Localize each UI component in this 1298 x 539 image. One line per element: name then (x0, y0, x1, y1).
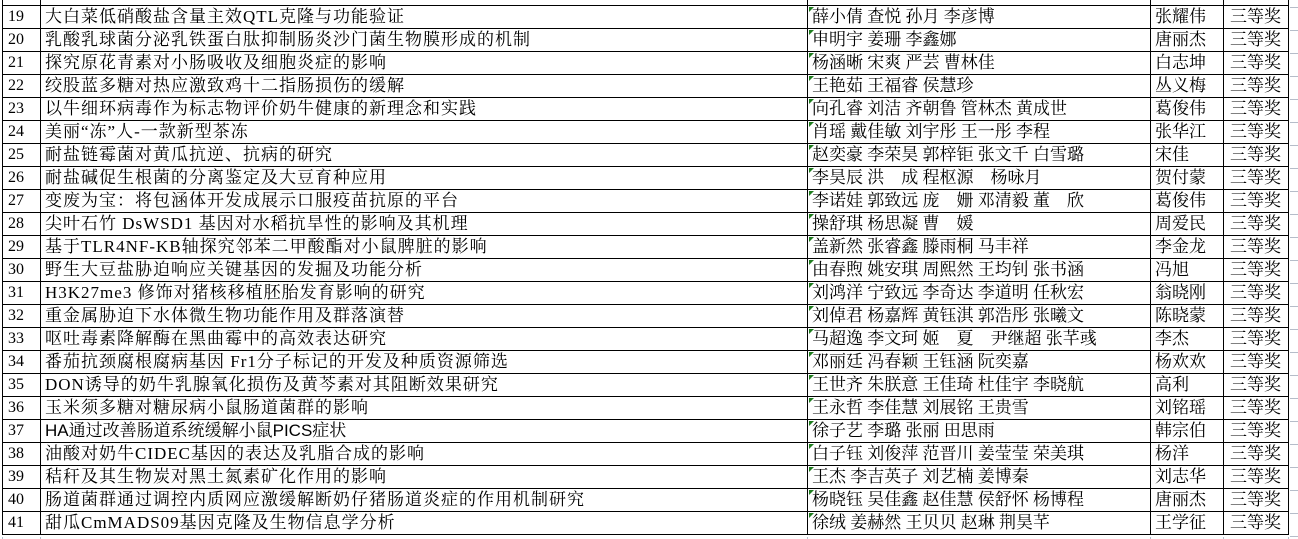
advisor-cell[interactable] (1151, 512, 1224, 535)
table-body (3, 0, 1289, 535)
project-title: 以牛细环病毒作为标志物评价奶牛健康的新理念和实践 (45, 99, 477, 118)
members-cell[interactable] (808, 236, 1151, 259)
project-title: 玉米须多糖对糖尿病小鼠肠道菌群的影响 (45, 398, 369, 417)
advisor-cell[interactable] (1151, 213, 1224, 236)
project-title-cell[interactable] (41, 328, 808, 351)
member-names: 王艳茹 王福睿 侯慧珍 (812, 76, 974, 95)
members-cell[interactable] (808, 443, 1151, 466)
row-number: 36 (8, 399, 24, 416)
advisor-name: 葛俊伟 (1155, 99, 1206, 118)
row-number-cell[interactable] (3, 282, 41, 305)
table-row (3, 98, 1289, 121)
cell-error-flag-icon (809, 237, 814, 242)
advisor-name: 唐丽杰 (1155, 30, 1206, 49)
project-title: 探究原花青素对小肠吸收及细胞炎症的影响 (45, 53, 387, 72)
project-title-cell[interactable] (41, 259, 808, 282)
project-title: H3K27me3 修饰对猪核移植胚胎发育影响的研究 (45, 283, 426, 302)
award-label: 三等奖 (1230, 260, 1281, 279)
row-number: 30 (8, 261, 24, 278)
member-names: 薛小倩 查悦 孙月 李彦博 (812, 7, 995, 26)
advisor-name: 陈晓蒙 (1155, 306, 1206, 325)
award-cell[interactable] (1224, 282, 1289, 305)
project-title-cell[interactable] (41, 443, 808, 466)
row-number-cell[interactable] (3, 420, 41, 443)
table-row (3, 351, 1289, 374)
cell-error-flag-icon (809, 99, 814, 104)
project-title-cell[interactable] (41, 512, 808, 535)
cell-error-flag-icon (809, 283, 814, 288)
advisor-cell[interactable] (1151, 489, 1224, 512)
table-row (3, 121, 1289, 144)
member-names: 赵奕豪 李荣昊 郭梓钜 张文千 白雪璐 (812, 145, 1084, 164)
member-names: 王永哲 李佳慧 刘展铭 王贵雪 (812, 398, 1029, 417)
project-title-cell[interactable] (41, 98, 808, 121)
member-names: 向孔睿 刘洁 齐朝鲁 管林杰 黄成世 (812, 99, 1067, 118)
award-cell[interactable] (1224, 420, 1289, 443)
award-label: 三等奖 (1230, 513, 1281, 532)
member-names: 王世齐 朱朕意 王佳琦 杜佳宇 李晓航 (812, 375, 1084, 394)
table-row (3, 443, 1289, 466)
row-number-cell[interactable] (3, 374, 41, 397)
row-number-cell[interactable] (3, 259, 41, 282)
award-cell[interactable] (1224, 6, 1289, 29)
table-row (3, 259, 1289, 282)
award-cell[interactable] (1224, 29, 1289, 52)
award-label: 三等奖 (1230, 421, 1281, 440)
member-names: 李诺娃 郭致远 庞 姗 邓清毅 董 欣 (812, 191, 1084, 210)
project-title-cell[interactable] (41, 236, 808, 259)
members-cell[interactable] (808, 98, 1151, 121)
award-cell[interactable] (1224, 466, 1289, 489)
advisor-name: 李杰 (1155, 329, 1189, 348)
members-cell[interactable] (808, 29, 1151, 52)
row-number: 40 (8, 491, 24, 508)
members-cell[interactable] (808, 374, 1151, 397)
members-cell[interactable] (808, 52, 1151, 75)
cell-error-flag-icon (809, 168, 814, 173)
advisor-cell[interactable] (1151, 420, 1224, 443)
cell-error-flag-icon (809, 398, 814, 403)
advisor-name: 王学征 (1155, 513, 1206, 532)
advisor-name: 韩宗伯 (1155, 421, 1206, 440)
award-label: 三等奖 (1230, 145, 1281, 164)
row-number: 35 (8, 376, 24, 393)
award-label: 三等奖 (1230, 352, 1281, 371)
row-number-cell[interactable] (3, 6, 41, 29)
project-title: 野生大豆盐胁迫响应关键基因的发掘及功能分析 (45, 260, 423, 279)
cell-error-flag-icon (809, 467, 814, 472)
award-label: 三等奖 (1230, 306, 1281, 325)
members-cell[interactable] (808, 121, 1151, 144)
award-label: 三等奖 (1230, 214, 1281, 233)
project-title-cell[interactable] (41, 29, 808, 52)
project-title-cell[interactable] (41, 305, 808, 328)
project-title-cell[interactable] (41, 190, 808, 213)
awards-table (2, 0, 1289, 535)
project-title: 肠道菌群通过调控内质网应激缓解断奶仔猪肠道炎症的作用机制研究 (45, 490, 585, 509)
table-row (3, 374, 1289, 397)
award-cell[interactable] (1224, 328, 1289, 351)
award-label: 三等奖 (1230, 467, 1281, 486)
award-cell[interactable] (1224, 489, 1289, 512)
award-cell[interactable] (1224, 305, 1289, 328)
row-number: 37 (8, 422, 24, 439)
members-cell[interactable] (808, 6, 1151, 29)
members-cell[interactable] (808, 144, 1151, 167)
project-title: 耐盐碱促生根菌的分离鉴定及大豆育种应用 (45, 168, 387, 187)
cell-error-flag-icon (809, 30, 814, 35)
award-cell[interactable] (1224, 98, 1289, 121)
member-names: 刘倬君 杨嘉辉 黄钰淇 郭浩彤 张曦文 (812, 306, 1084, 325)
member-names: 马超逸 李文珂 姬 夏 尹继超 张芊彧 (812, 329, 1097, 348)
project-title-cell[interactable] (41, 351, 808, 374)
advisor-cell[interactable] (1151, 29, 1224, 52)
members-cell[interactable] (808, 259, 1151, 282)
award-cell[interactable] (1224, 52, 1289, 75)
members-cell[interactable] (808, 489, 1151, 512)
award-cell[interactable] (1224, 121, 1289, 144)
project-title: 绞股蓝多糖对热应激致鸡十二指肠损伤的缓解 (45, 76, 405, 95)
row-number: 27 (8, 192, 24, 209)
award-label: 三等奖 (1230, 191, 1281, 210)
project-title-cell[interactable] (41, 52, 808, 75)
cell-error-flag-icon (809, 145, 814, 150)
member-names: 杨涵晰 宋爽 严芸 曹林佳 (812, 53, 995, 72)
cell-error-flag-icon (809, 490, 814, 495)
cell-error-flag-icon (809, 76, 814, 81)
row-number: 24 (8, 123, 24, 140)
project-title: HA通过改善肠道系统缓解小鼠PICS症状 (45, 421, 347, 440)
members-cell[interactable] (808, 282, 1151, 305)
advisor-cell[interactable] (1151, 328, 1224, 351)
award-label: 三等奖 (1230, 283, 1281, 302)
member-names: 申明宇 姜珊 李鑫娜 (812, 30, 957, 49)
project-title-cell[interactable] (41, 282, 808, 305)
table-row (3, 6, 1289, 29)
row-number-cell[interactable] (3, 29, 41, 52)
project-title: 重金属胁迫下水体微生物功能作用及群落演替 (45, 306, 405, 325)
award-cell[interactable] (1224, 443, 1289, 466)
row-number: 32 (8, 307, 24, 324)
award-cell[interactable] (1224, 213, 1289, 236)
members-cell[interactable] (808, 420, 1151, 443)
table-row (3, 397, 1289, 420)
project-title-cell[interactable] (41, 489, 808, 512)
project-title: 番茄抗颈腐根腐病基因 Fr1分子标记的开发及种质资源筛选 (45, 352, 509, 371)
advisor-cell[interactable] (1151, 282, 1224, 305)
members-cell[interactable] (808, 213, 1151, 236)
members-cell[interactable] (808, 190, 1151, 213)
row-number-cell[interactable] (3, 167, 41, 190)
row-number: 38 (8, 445, 24, 462)
table-row (3, 305, 1289, 328)
award-label: 三等奖 (1230, 53, 1281, 72)
advisor-cell[interactable] (1151, 443, 1224, 466)
project-title: 秸秆及其生物炭对黑土氮素矿化作用的影响 (45, 467, 387, 486)
advisor-cell[interactable] (1151, 466, 1224, 489)
project-title-cell[interactable] (41, 213, 808, 236)
advisor-cell[interactable] (1151, 259, 1224, 282)
row-number: 20 (8, 31, 24, 48)
member-names: 盖新然 张睿鑫 滕雨桐 马丰祥 (812, 237, 1029, 256)
member-names: 杨晓钰 吴佳鑫 赵佳慧 侯舒怀 杨博程 (812, 490, 1084, 509)
award-cell[interactable] (1224, 374, 1289, 397)
advisor-cell[interactable] (1151, 397, 1224, 420)
members-cell[interactable] (808, 305, 1151, 328)
cell-error-flag-icon (809, 352, 814, 357)
project-title: 大白菜低硝酸盐含量主效QTL克隆与功能验证 (45, 7, 406, 26)
advisor-name: 张耀伟 (1155, 7, 1206, 26)
award-cell[interactable] (1224, 259, 1289, 282)
table-row (3, 75, 1289, 98)
award-cell[interactable] (1224, 167, 1289, 190)
member-names: 操舒琪 杨思凝 曹 媛 (812, 214, 974, 233)
cell-error-flag-icon (809, 53, 814, 58)
row-number: 29 (8, 238, 24, 255)
project-title: 呕吐毒素降解酶在黑曲霉中的高效表达研究 (45, 329, 387, 348)
advisor-name: 宋佳 (1155, 145, 1189, 164)
project-title-cell[interactable] (41, 121, 808, 144)
award-cell[interactable] (1224, 190, 1289, 213)
table-row (3, 29, 1289, 52)
cell-error-flag-icon (809, 306, 814, 311)
table-row (3, 512, 1289, 535)
row-number: 25 (8, 146, 24, 163)
cell-error-flag-icon (809, 260, 814, 265)
advisor-cell[interactable] (1151, 98, 1224, 121)
member-names: 李昊辰 洪 成 程枢源 杨咏月 (812, 168, 1042, 187)
member-names: 肖瑶 戴佳敏 刘宇彤 王一彤 李程 (812, 122, 1050, 141)
row-number: 39 (8, 468, 24, 485)
advisor-name: 杨洋 (1155, 444, 1189, 463)
advisor-name: 刘志华 (1155, 467, 1206, 486)
members-cell[interactable] (808, 75, 1151, 98)
award-label: 三等奖 (1230, 329, 1281, 348)
row-number-cell[interactable] (3, 52, 41, 75)
advisor-cell[interactable] (1151, 75, 1224, 98)
advisor-cell[interactable] (1151, 144, 1224, 167)
table-row (3, 144, 1289, 167)
project-title: 甜瓜CmMADS09基因克隆及生物信息学分析 (45, 513, 396, 532)
cell-error-flag-icon (809, 513, 814, 518)
table-row (3, 328, 1289, 351)
row-number: 34 (8, 353, 24, 370)
cell-error-flag-icon (809, 191, 814, 196)
members-cell[interactable] (808, 351, 1151, 374)
row-number-cell[interactable] (3, 443, 41, 466)
project-title: 变废为宝：将包涵体开发成展示口服疫苗抗原的平台 (45, 191, 459, 210)
sheet-gridlines-right (1290, 7, 1298, 537)
row-number: 21 (8, 54, 24, 71)
advisor-cell[interactable] (1151, 351, 1224, 374)
row-number: 19 (8, 8, 24, 25)
row-number: 28 (8, 215, 24, 232)
advisor-name: 葛俊伟 (1155, 191, 1206, 210)
award-label: 三等奖 (1230, 375, 1281, 394)
advisor-name: 冯旭 (1155, 260, 1189, 279)
member-names: 由春煦 姚安琪 周熙然 王均钊 张书涵 (812, 260, 1084, 279)
project-title: 美丽“冻”人-一款新型茶冻 (45, 122, 249, 141)
advisor-name: 唐丽杰 (1155, 490, 1206, 509)
cell-error-flag-icon (809, 421, 814, 426)
row-number-cell[interactable] (3, 213, 41, 236)
row-number: 33 (8, 330, 24, 347)
row-number: 31 (8, 284, 24, 301)
table-row (3, 213, 1289, 236)
project-title: 尖叶石竹 DsWSD1 基因对水稻抗旱性的影响及其机理 (45, 214, 469, 233)
cell-error-flag-icon (809, 122, 814, 127)
advisor-name: 丛义梅 (1155, 76, 1206, 95)
member-names: 王杰 李吉英子 刘艺楠 姜博秦 (812, 467, 1029, 486)
table-row (3, 420, 1289, 443)
advisor-name: 高利 (1155, 375, 1189, 394)
row-number: 26 (8, 169, 24, 186)
project-title: 耐盐链霉菌对黄瓜抗逆、抗病的研究 (45, 145, 333, 164)
project-title: 基于TLR4NF-ΚB轴探究邻苯二甲酸酯对小鼠脾脏的影响 (45, 237, 488, 256)
award-label: 三等奖 (1230, 444, 1281, 463)
row-number: 22 (8, 77, 24, 94)
member-names: 邓丽廷 冯春颖 王钰涵 阮奕嘉 (812, 352, 1029, 371)
award-cell[interactable] (1224, 397, 1289, 420)
row-number-cell[interactable] (3, 466, 41, 489)
members-cell[interactable] (808, 328, 1151, 351)
project-title-cell[interactable] (41, 75, 808, 98)
award-label: 三等奖 (1230, 168, 1281, 187)
advisor-name: 翁晓刚 (1155, 283, 1206, 302)
members-cell[interactable] (808, 167, 1151, 190)
award-cell[interactable] (1224, 351, 1289, 374)
member-names: 刘鸿洋 宁致远 李奇达 李道明 任秋宏 (812, 283, 1084, 302)
award-label: 三等奖 (1230, 76, 1281, 95)
row-number: 41 (8, 514, 24, 531)
member-names: 徐绒 姜赫然 王贝贝 赵琳 荆昊芊 (812, 513, 1050, 532)
table-row (3, 190, 1289, 213)
cell-error-flag-icon (809, 444, 814, 449)
award-label: 三等奖 (1230, 490, 1281, 509)
advisor-cell[interactable] (1151, 305, 1224, 328)
advisor-name: 李金龙 (1155, 237, 1206, 256)
row-number-cell[interactable] (3, 75, 41, 98)
advisor-cell[interactable] (1151, 6, 1224, 29)
row-number-cell[interactable] (3, 397, 41, 420)
advisor-name: 刘铭瑶 (1155, 398, 1206, 417)
row-number-cell[interactable] (3, 121, 41, 144)
project-title: DON诱导的奶牛乳腺氧化损伤及黄芩素对其阻断效果研究 (45, 375, 499, 394)
cell-error-flag-icon (809, 329, 814, 334)
row-number: 23 (8, 100, 24, 117)
members-cell[interactable] (808, 512, 1151, 535)
advisor-name: 白志坤 (1155, 53, 1206, 72)
project-title-cell[interactable] (41, 420, 808, 443)
project-title-cell[interactable] (41, 6, 808, 29)
table-row (3, 236, 1289, 259)
project-title-cell[interactable] (41, 167, 808, 190)
advisor-cell[interactable] (1151, 190, 1224, 213)
advisor-cell[interactable] (1151, 52, 1224, 75)
award-label: 三等奖 (1230, 122, 1281, 141)
advisor-name: 贺付蒙 (1155, 168, 1206, 187)
award-label: 三等奖 (1230, 398, 1281, 417)
project-title-cell[interactable] (41, 466, 808, 489)
row-number-cell[interactable] (3, 98, 41, 121)
award-label: 三等奖 (1230, 7, 1281, 26)
advisor-name: 周爱民 (1155, 214, 1206, 233)
advisor-cell[interactable] (1151, 236, 1224, 259)
row-number-cell[interactable] (3, 236, 41, 259)
award-cell[interactable] (1224, 512, 1289, 535)
award-cell[interactable] (1224, 75, 1289, 98)
award-label: 三等奖 (1230, 30, 1281, 49)
row-number-cell[interactable] (3, 512, 41, 535)
project-title-cell[interactable] (41, 397, 808, 420)
advisor-cell[interactable] (1151, 167, 1224, 190)
table-row (3, 466, 1289, 489)
table-row (3, 489, 1289, 512)
project-title: 乳酸乳球菌分泌乳铁蛋白肽抑制肠炎沙门菌生物膜形成的机制 (45, 30, 531, 49)
member-names: 白子钰 刘俊萍 范晋川 姜莹莹 荣美琪 (812, 444, 1084, 463)
cell-error-flag-icon (809, 375, 814, 380)
awards-table-grid (2, 0, 1289, 535)
award-label: 三等奖 (1230, 99, 1281, 118)
table-row (3, 167, 1289, 190)
row-number-cell[interactable] (3, 351, 41, 374)
row-number-cell[interactable] (3, 144, 41, 167)
members-cell[interactable] (808, 397, 1151, 420)
member-names: 徐子艺 李璐 张丽 田思雨 (812, 421, 995, 440)
project-title-cell[interactable] (41, 144, 808, 167)
advisor-name: 张华江 (1155, 122, 1206, 141)
row-number-cell[interactable] (3, 328, 41, 351)
award-cell[interactable] (1224, 144, 1289, 167)
advisor-cell[interactable] (1151, 121, 1224, 144)
row-number-cell[interactable] (3, 489, 41, 512)
cell-error-flag-icon (809, 7, 814, 12)
project-title-cell[interactable] (41, 374, 808, 397)
row-number-cell[interactable] (3, 190, 41, 213)
advisor-name: 杨欢欢 (1155, 352, 1206, 371)
row-number-cell[interactable] (3, 305, 41, 328)
members-cell[interactable] (808, 466, 1151, 489)
award-cell[interactable] (1224, 236, 1289, 259)
project-title: 油酸对奶牛CIDEC基因的表达及乳脂合成的影响 (45, 444, 425, 463)
table-row (3, 52, 1289, 75)
advisor-cell[interactable] (1151, 374, 1224, 397)
table-row (3, 282, 1289, 305)
cell-error-flag-icon (809, 214, 814, 219)
award-label: 三等奖 (1230, 237, 1281, 256)
